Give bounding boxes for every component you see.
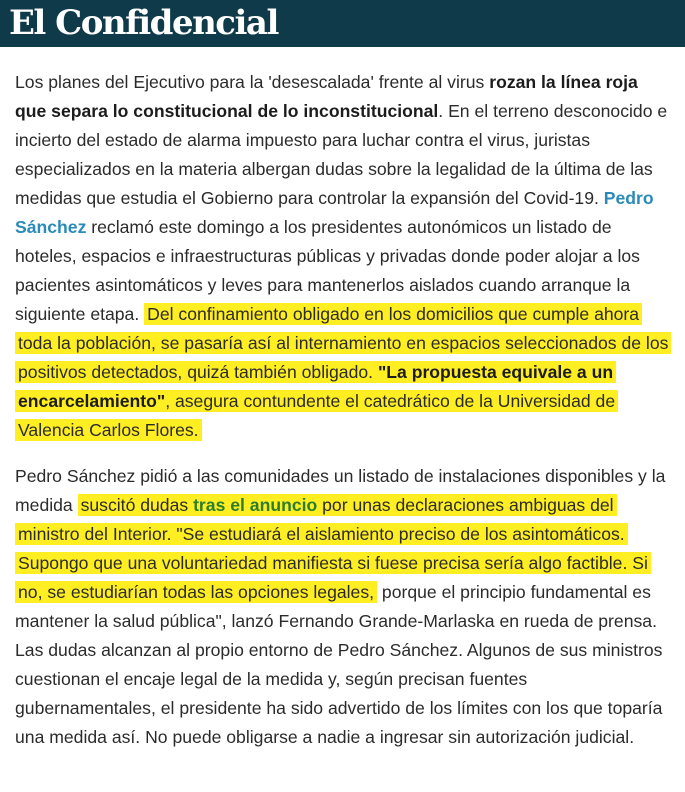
paragraph-2-body: porque el principio fundamental es mantener la salud pública", lanzó Fernando Grande-Marlaska en rueda de prensa. Las dudas alcanzan al propio entorno de Pedro Sánchez. Algunos de sus ministros cuestionan el encaje legal de la medida y, según precisan fuentes gubernamentales, el presidente ha sido advertido de los límites con los que toparía una medida así. No puede obligarse a nadie a ingresar sin autorización judicial. xyxy=(15,582,663,747)
highlight-attribution: , asegura contundente el catedrático de la Universidad de Valencia Carlos Flores. xyxy=(18,391,616,440)
highlight-confinement: Del confinamiento obligado en los domicilios que cumple ahora toda la población, se pasaría así al internamiento en espacios seleccionados de los positivos detectados, quizá también obligado. xyxy=(18,304,669,382)
highlight-quote: "La propuesta equivale a un encarcelamiento" xyxy=(18,362,614,411)
paragraph-1-intro: Los planes del Ejecutivo para la 'desescalada' frente al virus xyxy=(15,72,490,92)
bold-statement: rozan la línea roja que separa lo constitucional de lo inconstitucional xyxy=(15,72,638,121)
pedro-sanchez-link[interactable]: Pedro Sánchez xyxy=(15,188,654,237)
masthead xyxy=(0,0,685,47)
paragraph-2 xyxy=(15,462,670,752)
highlight-minister-quote: por unas declaraciones ambiguas del ministro del Interior. "Se estudiará el aislamiento preciso de los asintomáticos. Supongo que una voluntariedad manifiesta si fuese precisa sería algo factible. Si no, se estudiarían todas las opciones legales, xyxy=(18,495,648,602)
highlight-doubts: suscitó dudas xyxy=(80,495,194,515)
article-body xyxy=(15,68,670,752)
site-logo[interactable]: El Confidencial xyxy=(9,3,278,43)
paragraph-1-continuation: reclamó este domingo a los presidentes autonómicos un listado de hoteles, espacios e infraestructuras públicas y privadas donde poder alojar a los pacientes asintomáticos y leves para mantenerlos aislados cuando arranque la siguiente etapa. xyxy=(15,217,640,324)
announcement-link[interactable]: tras el anuncio xyxy=(193,495,318,515)
paragraph-2-intro: Pedro Sánchez pidió a las comunidades un listado de instalaciones disponibles y la medida xyxy=(15,466,666,515)
paragraph-1-body: . En el terreno desconocido e incierto del estado de alarma impuesto para luchar contra el virus, juristas especializados en la materia albergan dudas sobre la legalidad de la última de las medidas que estudia el Gobierno para controlar la expansión del Covid-19. xyxy=(15,101,668,208)
paragraph-1 xyxy=(15,68,670,445)
